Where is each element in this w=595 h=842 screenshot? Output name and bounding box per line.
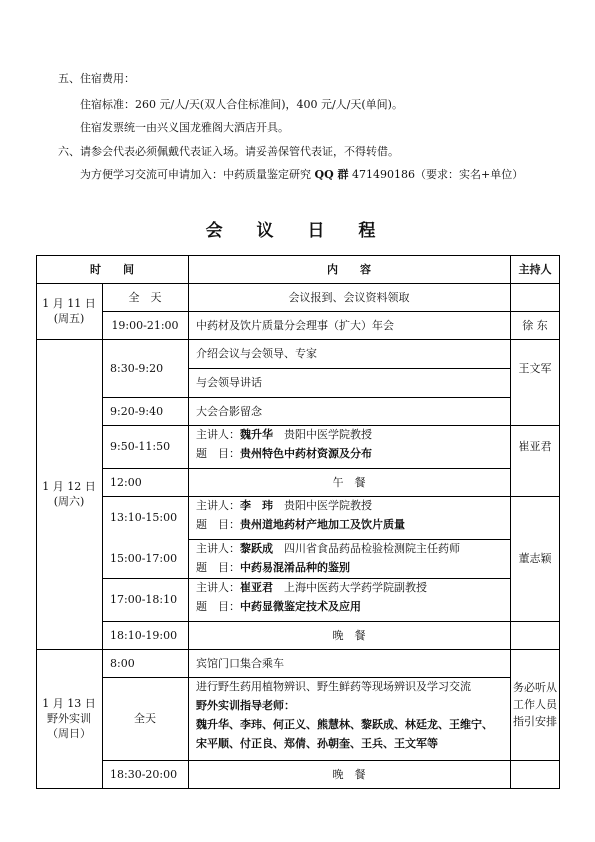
topic-text: 中药显微鉴定技术及应用 [240, 600, 361, 613]
item6-text: 六、请参会代表必须佩戴代表证入场。请妥善保管代表证，不得转借。 [58, 145, 399, 158]
day3-content-1: 宾馆门口集合乘车 [196, 656, 284, 670]
day2-time-6: 15:00-17:00 [110, 552, 178, 565]
day2-host-3: 董志颖 [518, 552, 552, 565]
day2-lecture-4 [196, 578, 506, 621]
day2-lecture-1 [196, 425, 506, 468]
item5-price: 住宿标准：260 元/人/天(双人合住标准间)，400 元/人/天(单间)。 [80, 98, 403, 111]
day2-date-cell [36, 339, 102, 649]
day2-host-1: 王文军 [518, 361, 552, 375]
speaker-label: 主讲人： [196, 542, 240, 555]
day2-date: 1 月 12 日 [42, 480, 96, 493]
day2-lecture-3 [196, 539, 506, 578]
speaker-title: 四川省食品药品检验检测院主任药师 [273, 542, 460, 555]
topic-label: 题 目： [196, 447, 240, 460]
speaker-name: 魏升华 [240, 428, 273, 441]
day3-time-1: 8:00 [110, 656, 135, 670]
speaker-name: 李 玮 [240, 499, 273, 512]
day2-content-2: 大会合影留念 [196, 404, 262, 418]
item5-invoice: 住宿发票统一由兴义国龙雅阁大酒店开具。 [80, 121, 289, 134]
qq-line [80, 166, 523, 182]
speaker-name: 崔亚君 [240, 581, 273, 594]
day1-date-cell [36, 283, 102, 339]
speaker-label: 主讲人： [196, 428, 240, 441]
day3-note: 野外实训 [47, 712, 91, 725]
day1-content-2: 中药材及饮片质量分会理事（扩大）年会 [196, 318, 394, 332]
field-teachers-label: 野外实训指导老师： [196, 699, 295, 712]
day2-time-8: 18:10-19:00 [110, 628, 178, 642]
day2-time-1: 8:30-9:20 [110, 361, 164, 375]
day2-time-5: 13:10-15:00 [110, 511, 178, 524]
day2-weekday: (周六) [53, 495, 85, 508]
topic-text: 中药易混淆品种的鉴别 [240, 561, 350, 574]
day2-content-1a: 介绍会议与会领导、专家 [196, 347, 317, 360]
day2-content-1b: 与会领导讲话 [196, 376, 262, 389]
day3-time-2: 全天 [134, 712, 156, 725]
day2-time-3: 9:50-11:50 [110, 440, 171, 453]
field-teachers-1: 魏升华、李玮、何正义、熊慧林、黎跃成、林廷龙、王维宁、 [196, 718, 493, 731]
topic-label: 题 目： [196, 518, 240, 531]
topic-text: 贵州特色中药材资源及分布 [240, 447, 372, 460]
day3-dinner: 晚 餐 [332, 767, 366, 781]
speaker-label: 主讲人： [196, 581, 240, 594]
header-content: 内 容 [327, 262, 371, 276]
day2-host-2: 崔亚君 [518, 440, 552, 453]
item5-label: 五、住宿费用： [58, 72, 135, 85]
field-activity: 进行野生药用植物辨识、野生鲜药等现场辨识及学习交流 [196, 680, 471, 693]
day3-content-2 [196, 677, 508, 760]
day3-host: 务必听从工作人员指引安排 [513, 681, 557, 728]
day2-time-7: 17:00-18:10 [110, 593, 178, 606]
day1-time-1: 全 天 [128, 290, 162, 304]
day2-lecture-2 [196, 496, 506, 539]
day1-time-2: 19:00-21:00 [111, 318, 179, 332]
qq-group-label: QQ 群 [314, 168, 349, 181]
speaker-name: 黎跃成 [240, 542, 273, 555]
qq-suffix: 471490186（要求：实名+单位） [348, 168, 524, 181]
speaker-label: 主讲人： [196, 499, 240, 512]
day1-date: 1 月 11 日 [42, 297, 96, 310]
day3-date-cell [36, 649, 102, 788]
field-teachers-2: 宋平顺、付正良、郑倩、孙朝奎、王兵、王文军等 [196, 737, 438, 750]
speaker-title: 上海中医药大学药学院副教授 [273, 581, 427, 594]
header-host: 主持人 [518, 262, 552, 276]
schedule-table [36, 255, 560, 817]
day1-content-1: 会议报到、会议资料领取 [288, 290, 410, 304]
speaker-title: 贵阳中医学院教授 [273, 428, 372, 441]
qq-prefix: 为方便学习交流可申请加入：中药质量鉴定研究 [80, 168, 315, 181]
schedule-title: 会 议 日 程 [205, 221, 390, 241]
day3-date: 1 月 13 日 [42, 697, 96, 710]
topic-text: 贵州道地药材产地加工及饮片质量 [240, 518, 405, 531]
day2-time-4: 12:00 [110, 475, 142, 489]
topic-label: 题 目： [196, 600, 240, 613]
header-time: 时 间 [90, 262, 134, 276]
day3-time-3: 18:30-20:00 [110, 767, 178, 781]
day1-host: 徐 东 [522, 318, 548, 332]
day2-time-2: 9:20-9:40 [110, 404, 164, 418]
day2-dinner: 晚 餐 [332, 628, 366, 642]
topic-label: 题 目： [196, 561, 240, 574]
speaker-title: 贵阳中医学院教授 [273, 499, 372, 512]
day1-weekday: (周五) [53, 312, 85, 325]
day3-weekday: （周日） [47, 727, 91, 740]
day2-lunch: 午 餐 [332, 475, 366, 489]
